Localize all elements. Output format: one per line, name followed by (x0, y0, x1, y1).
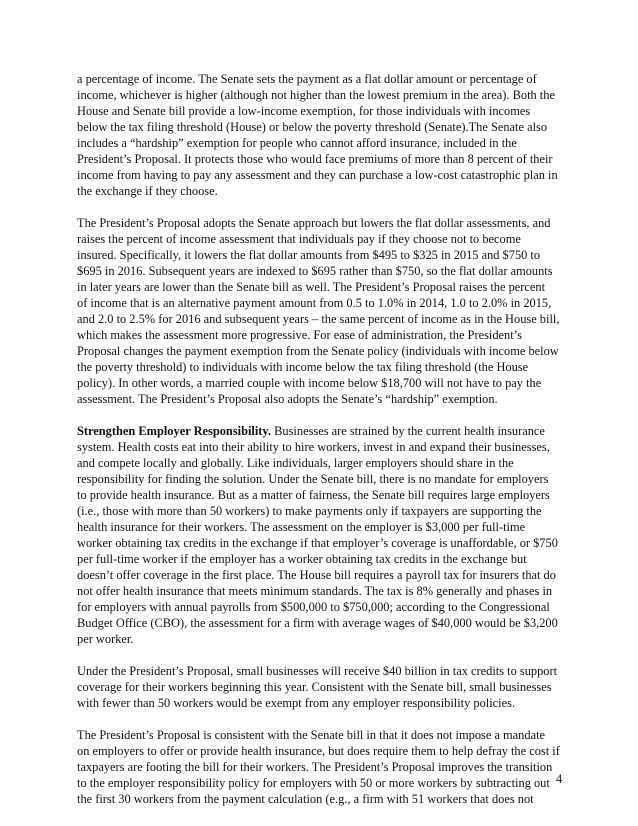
text-line: to the employer responsibility policy for employers with 50 or more workers by subtracting out (77, 776, 550, 790)
text-line: coverage for their workers beginning this year. Consistent with the Senate bill, small businesses (77, 680, 552, 694)
text-line: which makes the assessment more progressive. For ease of administration, the President’s (77, 328, 522, 342)
text-line: below the tax filing threshold (House) or below the poverty threshold (Senate).The Senate also (77, 120, 548, 134)
text-line: and compete locally and globally. Like individuals, larger employers should share in the (77, 456, 514, 470)
text-line: and 2.0 to 2.5% for 2016 and subsequent years – the same percent of income as in the House bill, (77, 312, 560, 326)
section-heading: Strengthen Employer Responsibility. (77, 424, 272, 438)
paragraph (77, 727, 571, 807)
text-line: The President’s Proposal is consistent with the Senate bill in that it does not impose a mandate (77, 728, 546, 742)
text-line: not offer health insurance that meets minimum standards. The tax is 8% generally and phases in (77, 584, 553, 598)
text-line: per worker. (77, 632, 134, 646)
text-line: income, whichever is higher (although not higher than the lowest premium in the area). Both the (77, 88, 555, 102)
paragraph (77, 663, 571, 711)
text-line (77, 423, 571, 439)
text-line: (i.e., those with more than 50 workers) to make payments only if taxpayers are supporting the (77, 504, 542, 518)
text-line: of income that is an alternative payment amount from 0.5 to 1.0% in 2014, 1.0 to 2.0% in 2015, (77, 296, 552, 310)
text-line: in later years are lower than the Senate bill as well. The President’s Proposal raises the percent (77, 280, 546, 294)
text-line: The President’s Proposal adopts the Senate approach but lowers the flat dollar assessments, and (77, 216, 551, 230)
text-line: House and Senate bill provide a low-income exemption, for those individuals with incomes (77, 104, 531, 118)
text-line: raises the percent of income assessment that individuals pay if they choose not to become (77, 232, 521, 246)
text-line: per full-time worker if the employer has a worker obtaining tax credits in the exchange but (77, 552, 527, 566)
text-run: Businesses are strained by the current health insurance (271, 424, 545, 438)
text-line: health insurance for their workers. The assessment on the employer is $3,000 per full-time (77, 520, 526, 534)
text-line: Proposal changes the payment exemption from the Senate policy (individuals with income below (77, 344, 559, 358)
text-line: the poverty threshold) to individuals with income below the tax filing threshold (the House (77, 360, 529, 374)
text-line: policy). In other words, a married couple with income below $18,700 will not have to pay the (77, 376, 542, 390)
text-line: $695 in 2016. Subsequent years are indexed to $695 rather than $750, so the flat dollar amounts (77, 264, 553, 278)
text-line: insured. Specifically, it lowers the flat dollar amounts from $495 to $325 in 2015 and $750 to (77, 248, 541, 262)
text-line: with fewer than 50 workers would be exempt from any employer responsibility policies. (77, 696, 516, 710)
text-line: system. Health costs eat into their ability to hire workers, invest in and expand their businesses, (77, 440, 550, 454)
text-line: for employers with annual payrolls from $500,000 to $750,000; according to the Congressional (77, 600, 550, 614)
text-line: the exchange if they choose. (77, 184, 218, 198)
text-line: the first 30 workers from the payment calculation (e.g., a firm with 51 workers that does not (77, 792, 534, 806)
text-line: responsibility for finding the solution. Under the Senate bill, there is no mandate for employers (77, 472, 549, 486)
text-line: President’s Proposal. It protects those who would face premiums of more than 8 percent of their (77, 152, 553, 166)
paragraph (77, 215, 571, 407)
text-line: on employers to offer or provide health insurance, but does require them to help defray the cost if (77, 744, 560, 758)
text-line: includes a “hardship” exemption for people who cannot afford insurance, included in the (77, 136, 517, 150)
paragraph (77, 423, 571, 647)
text-line: to provide health insurance. But as a matter of fairness, the Senate bill requires large employers (77, 488, 550, 502)
body-text (77, 71, 571, 823)
text-line: assessment. The President’s Proposal also adopts the Senate’s “hardship” exemption. (77, 392, 498, 406)
text-line: taxpayers are footing the bill for their workers. The President’s Proposal improves the transition (77, 760, 553, 774)
text-line: Budget Office (CBO), the assessment for a firm with average wages of $40,000 would be $3,200 (77, 616, 558, 630)
text-line: income from having to pay any assessment and they can purchase a low-cost catastrophic plan in (77, 168, 558, 182)
text-line: a percentage of income. The Senate sets the payment as a flat dollar amount or percentage of (77, 72, 537, 86)
paragraph (77, 71, 571, 199)
text-line: worker obtaining tax credits in the exchange if that employer’s coverage is unaffordable, or $750 (77, 536, 558, 550)
text-line: doesn’t offer coverage in the first place. The House bill requires a payroll tax for insurers that do (77, 568, 556, 582)
page-number: 4 (556, 772, 563, 786)
text-line: Under the President’s Proposal, small businesses will receive $40 billion in tax credits to support (77, 664, 558, 678)
